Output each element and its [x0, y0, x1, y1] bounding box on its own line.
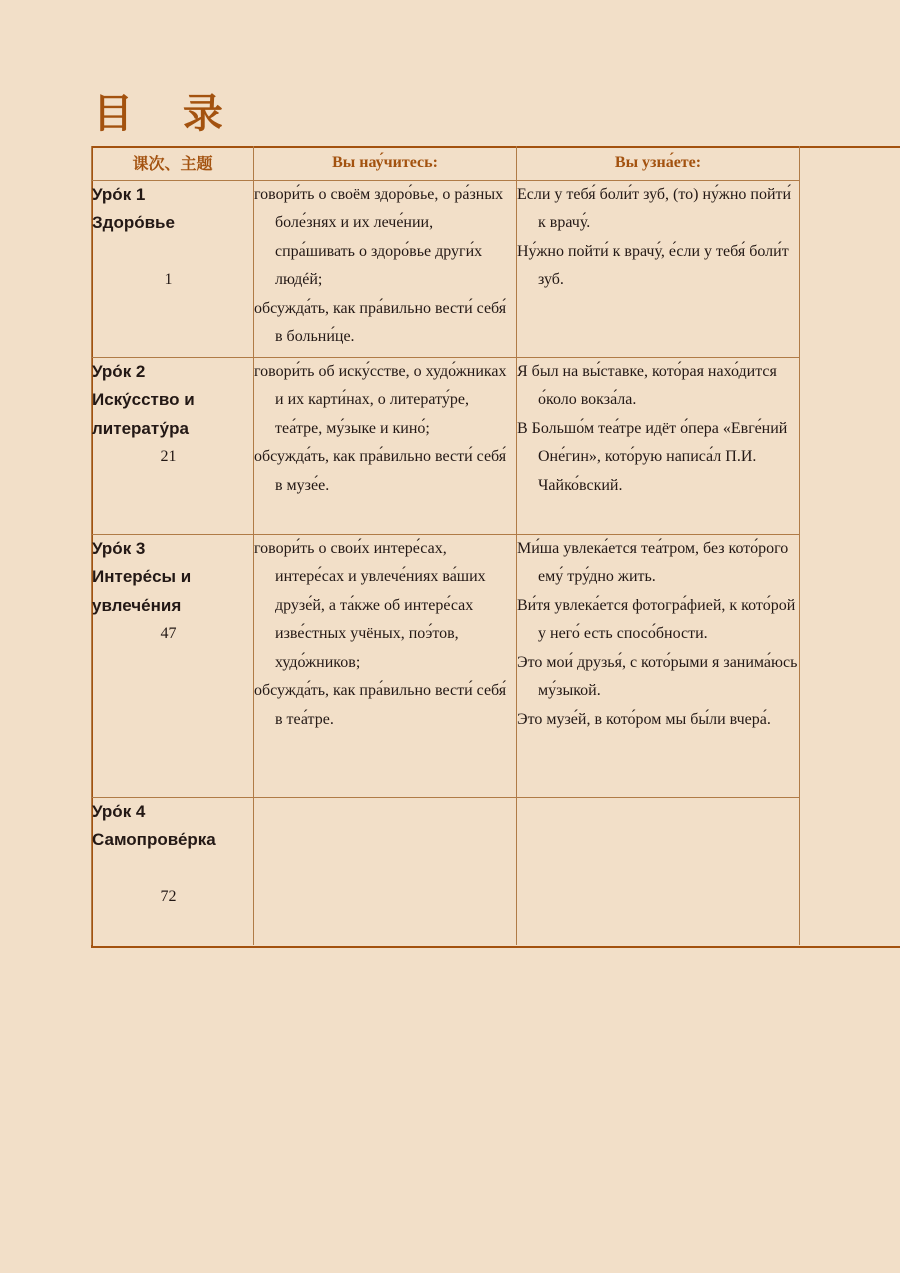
- know-cell: [517, 797, 800, 945]
- learn-item: обсужда́ть, как пра́вильно вести́ себя́ в больни́це.: [254, 299, 507, 345]
- know-item: Это мои́ друзья́, с кото́рыми я занима́юсь му́зыкой.: [517, 653, 798, 699]
- learn-item: обсужда́ть, как пра́вильно вести́ себя́ в музе́е.: [254, 448, 507, 494]
- know-item: Ну́жно пойти́ к врачу́, е́сли у тебя́ боли́т зуб.: [517, 242, 789, 288]
- header-you-will-learn: Вы нау́читесь:: [254, 146, 517, 180]
- know-item: Если у тебя́ боли́т зуб, (то) ну́жно пойти́ к врачу́.: [517, 185, 792, 231]
- learn-item: говори́ть о своём здоро́вье, о ра́зных боле́знях и их лече́нии, спра́шивать о здоро́вье други́х людéй;: [254, 185, 504, 288]
- know-item: Я был на вы́ставке, кото́рая нахо́дится о́коло вокза́ла.: [517, 362, 777, 408]
- lesson-label: Уро́к 1: [92, 184, 146, 204]
- header-you-will-know: Вы узна́ете:: [517, 146, 800, 180]
- lesson-label: Уро́к 2: [92, 361, 146, 381]
- lesson-page-number: 72: [160, 887, 177, 905]
- know-item: В Большо́м теа́тре идёт о́пера «Евге́ний Оне́гин», кото́рую написа́л П.И. Чайко́вский.: [517, 419, 788, 494]
- learn-cell: [254, 180, 517, 357]
- lesson-row-3: [92, 534, 800, 797]
- learn-cell: [254, 357, 517, 534]
- header-row: [92, 146, 800, 180]
- learn-item: говори́ть об иску́сстве, о худо́жниках и их карти́нах, о литерату́ре, теа́тре, му́зыке и кино́;: [254, 362, 507, 437]
- lesson-page-number: 1: [164, 270, 173, 288]
- lesson-cell: [92, 534, 254, 797]
- lesson-label: Уро́к 3: [92, 538, 146, 558]
- lesson-topic: Интере́сы и увлече́ния: [92, 567, 192, 615]
- learn-cell: [254, 534, 517, 797]
- lesson-row-1: [92, 180, 800, 357]
- page-title: 目 录: [93, 91, 241, 137]
- know-cell: [517, 534, 800, 797]
- toc-table: [91, 146, 800, 945]
- learn-item: обсужда́ть, как пра́вильно вести́ себя́ в теа́тре.: [254, 682, 507, 728]
- know-cell: [517, 180, 800, 357]
- learn-cell: [254, 797, 517, 945]
- lesson-topic: Самопрове́рка: [92, 830, 216, 849]
- know-cell: [517, 357, 800, 534]
- lesson-cell: [92, 797, 254, 945]
- lesson-label: Уро́к 4: [92, 801, 146, 821]
- learn-item: говори́ть о свои́х интере́сах, интере́сах и увлече́ниях ва́ших друзе́й, а та́кже об интере́сах изве́стных учёных, поэ́тов, худо́жников;: [254, 539, 486, 671]
- lesson-page-number: 47: [160, 625, 177, 642]
- lesson-topic: Иску́сство и литерату́ра: [92, 390, 195, 438]
- know-item: Ми́ша увлека́ется теа́тром, без кото́рого ему́ тру́дно жить.: [517, 539, 789, 585]
- lesson-page-number: 21: [160, 448, 177, 465]
- know-item: Ви́тя увлека́ется фотогра́фией, к кото́рой у него́ есть спосо́бности.: [517, 596, 796, 642]
- lesson-row-4: [92, 797, 800, 945]
- know-item: Это музе́й, в кото́ром мы бы́ли вчера́.: [517, 710, 771, 728]
- header-lesson-topic: 课次、主题: [92, 146, 254, 180]
- lesson-row-2: [92, 357, 800, 534]
- lesson-topic: Здоро́вье: [92, 213, 175, 232]
- lesson-cell: [92, 357, 254, 534]
- lesson-cell: [92, 180, 254, 357]
